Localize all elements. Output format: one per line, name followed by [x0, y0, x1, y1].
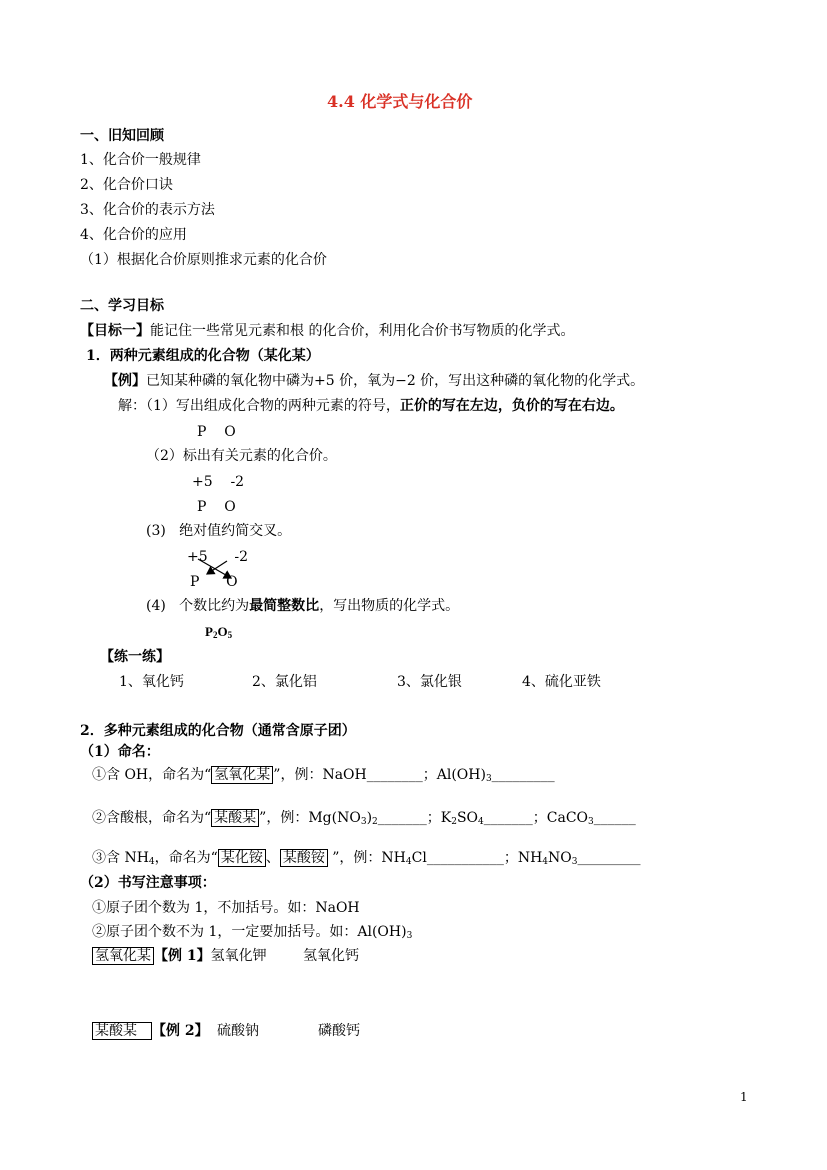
step-4-bold: 最简整数比 — [249, 598, 320, 614]
step-4-text-b: ，写出物质的化学式。 — [319, 598, 460, 614]
practice-item: 3、氯化银 — [397, 674, 462, 690]
step-3-text: (3) 绝对值约简交叉。 — [146, 523, 292, 539]
practice-item: 2、氯化铝 — [252, 674, 317, 690]
review-item: 2、化合价口诀 — [80, 177, 173, 193]
naming-rule-ammonium: ③含 $NH_4$，命名为“ 某化铵 、 某酸铵 ”，例：$NH_4Cl\_\_\_\_\_\_\_\_\_\_\_$；$NH_4NO_3\_\_\_\_\_\_\_\_\_$ — [92, 850, 641, 867]
review-item: （1）根据化合价原则推求元素的化合价 — [80, 252, 327, 268]
page-number: 1 — [740, 1090, 748, 1104]
example-item: 氢氧化钾 — [210, 948, 267, 964]
example-item: 氢氧化钙 — [303, 948, 359, 964]
naming-heading: （1）命名： — [80, 744, 160, 760]
step-4 — [146, 597, 459, 615]
naming-box: 某化铵 — [218, 849, 266, 867]
step-2-valence: +5 -2 — [192, 474, 245, 490]
example-text: 已知某种磷的氧化物中磷为+5 价，氧为−2 价，写出这种磷的氧化物的化学式。 — [146, 373, 645, 389]
example-2: 某酸某 【例 2】 — [92, 1022, 209, 1040]
step-2-text: （2）标出有关元素的化合价。 — [146, 448, 337, 464]
naming-box: 某酸某 — [211, 809, 259, 827]
notes-heading: （2）书写注意事项： — [80, 875, 216, 891]
note-2: ②原子团个数不为 1，一定要加括号。如：$Al(OH)_3$ — [92, 924, 413, 941]
example-item: 磷酸钙 — [318, 1023, 360, 1039]
example-box: 氢氧化某 — [92, 947, 154, 965]
naming-box: 氢氧化某 — [211, 766, 273, 784]
review-item: 3、化合价的表示方法 — [80, 202, 215, 218]
step-1-text: 解：（1）写出组成化合物的两种元素的符号， — [118, 398, 400, 414]
subsection-1-heading: 1．两种元素组成的化合物（某化某） — [86, 348, 320, 364]
practice-item: 1、氧化钙 — [119, 674, 184, 690]
section-2-heading: 二、学习目标 — [80, 298, 164, 314]
naming-box: 某酸铵 — [280, 849, 328, 867]
example-1: 氢氧化某 【例 1】氢氧化钾 — [92, 947, 267, 965]
arrow-down-left — [207, 561, 227, 574]
step-4-text-a: (4) 个数比约为 — [146, 598, 250, 614]
naming-rule-acid: ②含酸根，命名为“ 某酸某 ”，例：$Mg(NO_3)_2\_\_\_\_\_\_\_$；$K_2SO_4\_\_\_\_\_\_\_$；CaCO$_3$______ — [92, 810, 636, 827]
practice-label: 【练一练】 — [100, 649, 170, 665]
step-2-symbols: P O — [197, 499, 236, 515]
example-box: 某酸某 — [92, 1022, 152, 1040]
practice-item: 4、硫化亚铁 — [522, 674, 601, 690]
section-1-heading: 一、旧知回顾 — [80, 128, 164, 144]
note-1: ①原子团个数为 1，不加括号。如：NaOH — [92, 900, 360, 916]
step-1-symbols: P O — [197, 424, 236, 440]
review-item: 1、化合价一般规律 — [80, 152, 201, 168]
example-item: 硫酸钠 — [217, 1023, 259, 1039]
goal-text: 能记住一些常见元素和根 的化合价，利用化合价书写物质的化学式。 — [150, 323, 575, 339]
goal-label: 【目标一】 — [80, 323, 150, 339]
page-title: 4.4 化学式与化合价 — [327, 92, 473, 111]
step-1-bold: 正价的写在左边，负价的写在右边。 — [399, 398, 624, 414]
naming-rule-oh: ①含 OH，命名为“ 氢氧化某 ”，例：NaOH________；$Al(OH)_3\_\_\_\_\_\_\_\_\_$ — [92, 767, 555, 784]
result-formula: $P_2O_5$ — [205, 624, 233, 640]
example-label: 【例】 — [104, 373, 146, 389]
subsection-2-heading: 2．多种元素组成的化合物（通常含原子团） — [80, 723, 356, 739]
step-3-valence: +5 -2 — [187, 549, 248, 565]
step-3-symbols: P O — [190, 574, 238, 590]
review-item: 4、化合价的应用 — [80, 227, 187, 243]
